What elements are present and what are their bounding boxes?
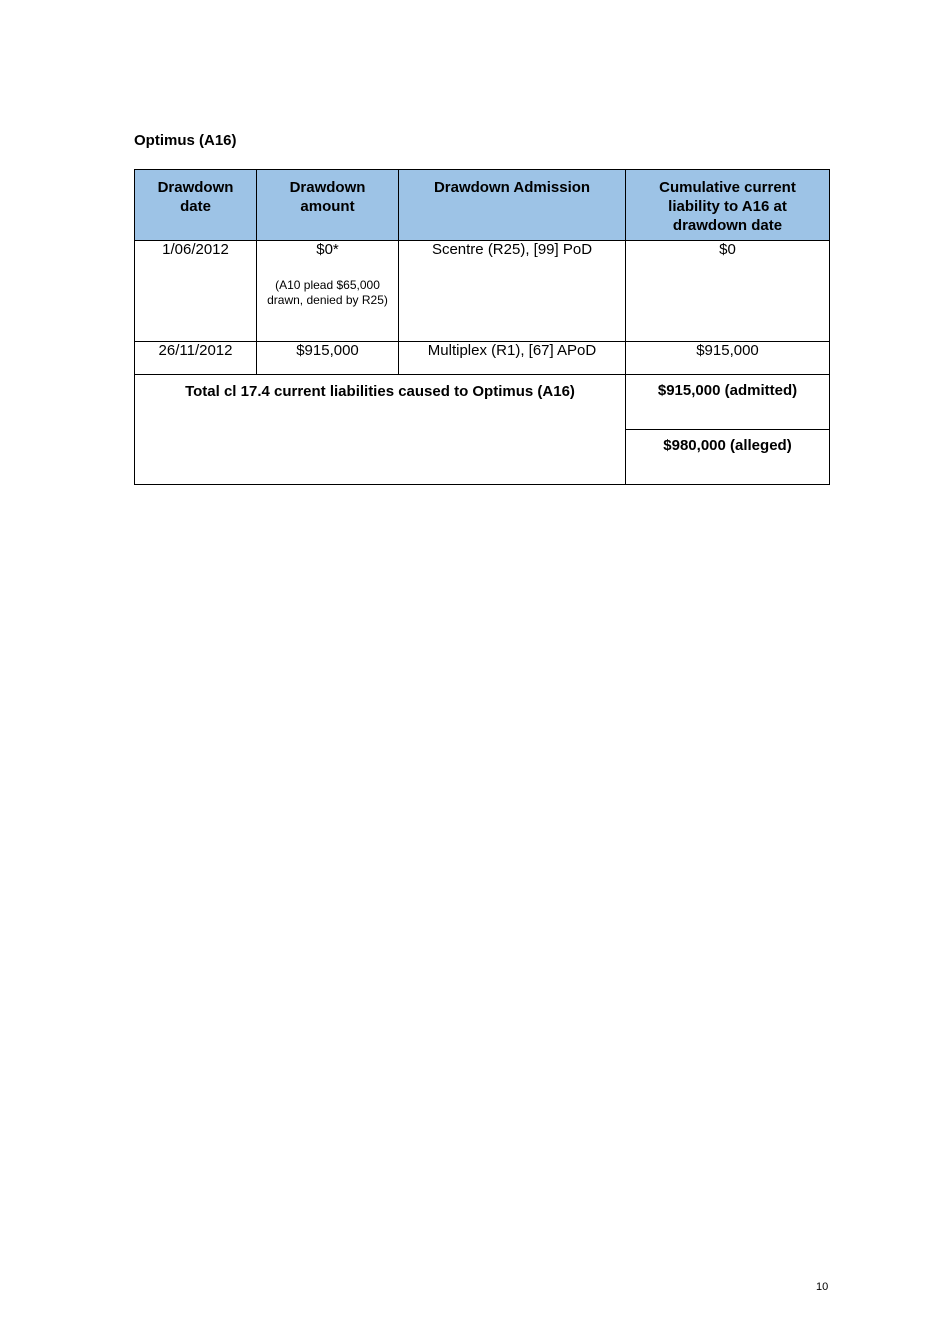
table-header-row (135, 170, 830, 241)
total-values (626, 375, 830, 485)
cell-amount: $915,000 (257, 342, 399, 375)
header-drawdown-admission (399, 170, 626, 241)
page-number: 10 (816, 1281, 829, 1293)
cell-cumulative: $0 (626, 241, 830, 342)
total-alleged: $980,000 (alleged) (626, 429, 829, 484)
cell-amount-note: (A10 plead $65,000 drawn, denied by R25) (267, 278, 388, 307)
total-label: Total cl 17.4 current liabilities caused to Optimus (A16) (135, 375, 626, 485)
header-drawdown-amount (257, 170, 399, 241)
header-drawdown-date-label: Drawdown date (157, 179, 234, 215)
cell-date: 26/11/2012 (135, 342, 257, 375)
header-cumulative-liability (626, 170, 830, 241)
header-cumulative-liability-label: Cumulative current liability to A16 at drawdown date (659, 179, 796, 234)
section-title: Optimus (A16) (134, 132, 237, 149)
header-drawdown-admission-label: Drawdown Admission (433, 179, 591, 196)
total-row (135, 375, 830, 485)
table-row (135, 241, 830, 342)
table-row (135, 342, 830, 375)
header-drawdown-amount-label: Drawdown amount (289, 179, 366, 215)
cell-date: 1/06/2012 (135, 241, 257, 342)
cell-amount-value: $0* (316, 241, 339, 258)
drawdown-table (134, 169, 830, 485)
cell-amount (257, 241, 399, 342)
cell-cumulative: $915,000 (626, 342, 830, 375)
cell-admission: Scentre (R25), [99] PoD (399, 241, 626, 342)
cell-admission: Multiplex (R1), [67] APoD (399, 342, 626, 375)
total-admitted: $915,000 (admitted) (657, 382, 798, 399)
header-drawdown-date (135, 170, 257, 241)
